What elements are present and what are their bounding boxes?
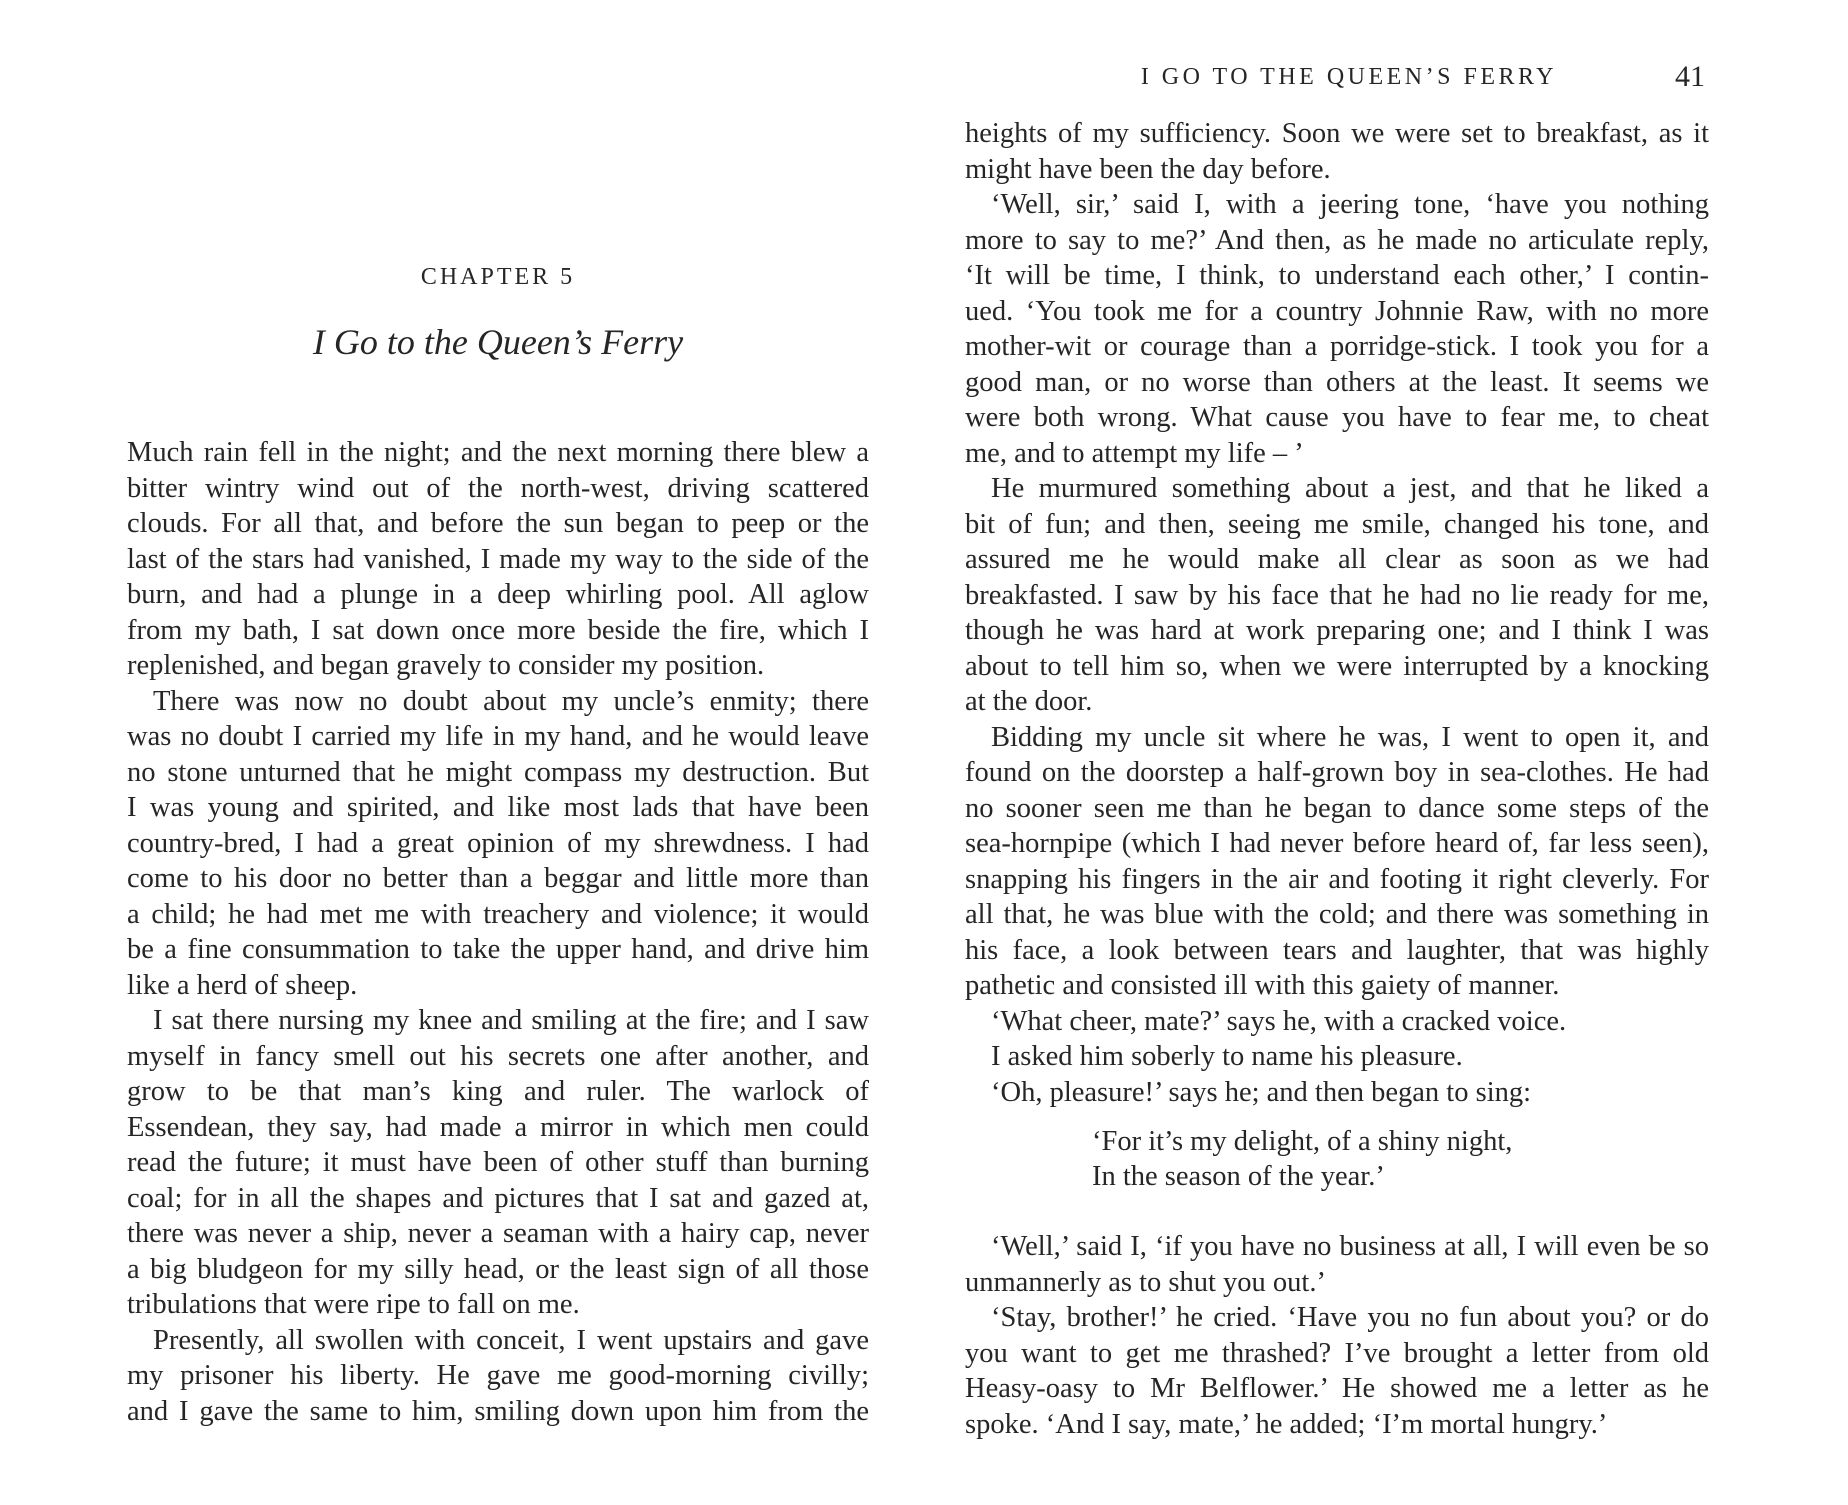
text-line: pathetic and consisted ill with this gaiety of manner. [965,970,1560,1001]
text-line: like a herd of sheep. [127,969,358,1001]
running-head [965,62,1709,94]
verse-block [1092,1124,1652,1194]
chapter-label: CHAPTER 5 [420,264,576,290]
text-line: no stone unturned that he might compass my destruction. But [127,756,869,788]
text-line: bitter wintry wind out of the north-west, driving scattered [127,472,869,504]
text-line: a big bludgeon for my silly head, or the least sign of all those [127,1253,869,1285]
text-line: burn, and had a plunge in a deep whirling pool. All aglow [127,579,869,610]
text-line: myself in fancy smell out his secrets one after another, and [127,1040,869,1072]
text-line: grow to be that man’s king and ruler. The warlock of [127,1076,869,1107]
page-number: 41 [1675,60,1705,93]
text-line: at the door. [965,686,1093,717]
left-body-text [127,435,869,1429]
text-line: unmannerly as to shut you out.’ [965,1266,1326,1298]
text-line: breakfasted. I saw by his face that he had no lie ready for me, [965,579,1709,611]
chapter-title: I Go to the Queen’s Ferry [312,322,684,362]
text-line: ued. ‘You took me for a country Johnnie Raw, with no more [965,295,1709,327]
text-line: ‘Well,’ said I, ‘if you have no business at all, I will even be so [991,1231,1709,1262]
text-line: Presently, all swollen with conceit, I went upstairs and gave [153,1324,869,1356]
right-page [965,0,1709,1505]
text-line: more to say to me?’ And then, as he made no articulate reply, [965,224,1709,256]
text-line: come to his door no better than a beggar and little more than [127,863,869,894]
text-line: Bidding my uncle sit where he was, I went to open it, and [991,721,1709,753]
text-line: a child; he had met me with treachery and violence; it would [127,898,869,930]
text-line: mother-wit or courage than a porridge-stick. I took you for a [965,331,1709,362]
right-body-text-continued [965,1229,1709,1442]
text-line: might have been the day before. [965,153,1331,185]
text-line: replenished, and began gravely to consider my position. [127,650,765,681]
text-line: ‘It will be time, I think, to understand each other,’ I contin- [965,260,1709,291]
text-line: read the future; it must have been of other stuff than burning [127,1147,869,1178]
text-line: were both wrong. What cause you have to fear me, to cheat [965,402,1709,433]
text-line: coal; for in all the shapes and pictures that I sat and gazed at, [127,1182,869,1214]
text-line: from my bath, I sat down once more beside the fire, which I [127,614,869,646]
text-line: ‘Stay, brother!’ he cried. ‘Have you no fun about you? or do [991,1302,1709,1333]
text-line: be a fine consummation to take the upper hand, and drive him [127,934,869,965]
right-body-text [965,116,1709,1110]
text-line: about to tell him so, when we were interrupted by a knocking [965,650,1709,682]
text-line: my prisoner his liberty. He gave me good-morning civilly; [127,1360,869,1391]
left-page [127,0,869,1505]
text-line: There was now no doubt about my uncle’s enmity; there [153,685,869,717]
text-line: was no doubt I carried my life in my hand, and he would leave [127,721,869,752]
text-line: good man, or no worse than others at the least. It seems we [965,366,1709,398]
text-line: sea-hornpipe (which I had never before heard of, far less seen), [965,828,1709,859]
text-line: ‘What cheer, mate?’ says he, with a cracked voice. [991,1005,1567,1037]
text-line: tribulations that were ripe to fall on me. [127,1289,580,1320]
verse-line: In the season of the year.’ [1092,1161,1385,1192]
text-line: heights of my sufficiency. Soon we were set to breakfast, as it [965,118,1709,149]
text-line: assured me he would make all clear as soon as we had [965,544,1709,575]
text-line: me, and to attempt my life – ’ [965,437,1304,469]
running-head-title: I GO TO THE QUEEN’S FERRY [1140,64,1557,90]
text-line: ‘Oh, pleasure!’ says he; and then began to sing: [991,1076,1532,1108]
text-line: snapping his fingers in the air and footing it right cleverly. For [965,863,1709,895]
text-line: and I gave the same to him, smiling down upon him from the [127,1395,869,1427]
text-line: ‘Well, sir,’ said I, with a jeering tone, ‘have you nothing [991,189,1709,220]
text-line: found on the doorstep a half-grown boy in sea-clothes. He had [965,757,1709,788]
text-line: Heasy-oasy to Mr Belflower.’ He showed me a letter as he [965,1373,1709,1404]
text-line: I asked him soberly to name his pleasure. [991,1041,1463,1072]
text-line: country-bred, I had a great opinion of my shrewdness. I had [127,827,869,859]
text-line: spoke. ‘And I say, mate,’ he added; ‘I’m mortal hungry.’ [965,1408,1608,1440]
text-line: I was young and spirited, and like most lads that have been [127,792,869,823]
verse-line: ‘For it’s my delight, of a shiny night, [1092,1126,1513,1157]
text-line: last of the stars had vanished, I made my way to the side of the [127,543,869,575]
text-line: Much rain fell in the night; and the next morning there blew a [127,437,869,468]
text-line: all that, he was blue with the cold; and there was something in [965,899,1709,930]
text-line: He murmured something about a jest, and that he liked a [991,473,1709,504]
text-line: there was never a ship, never a seaman with a hairy cap, never [127,1218,869,1249]
text-line: his face, a look between tears and laughter, that was highly [965,934,1709,966]
text-line: I sat there nursing my knee and smiling at the fire; and I saw [153,1005,869,1036]
text-line: Essendean, they say, had made a mirror in which men could [127,1111,869,1143]
text-line: no sooner seen me than he began to dance some steps of the [965,792,1709,824]
text-line: bit of fun; and then, seeing me smile, changed his tone, and [965,508,1709,540]
text-line: you want to get me thrashed? I’ve brought a letter from old [965,1337,1709,1369]
text-line: clouds. For all that, and before the sun began to peep or the [127,508,869,539]
text-line: though he was hard at work preparing one; and I think I was [965,615,1709,646]
